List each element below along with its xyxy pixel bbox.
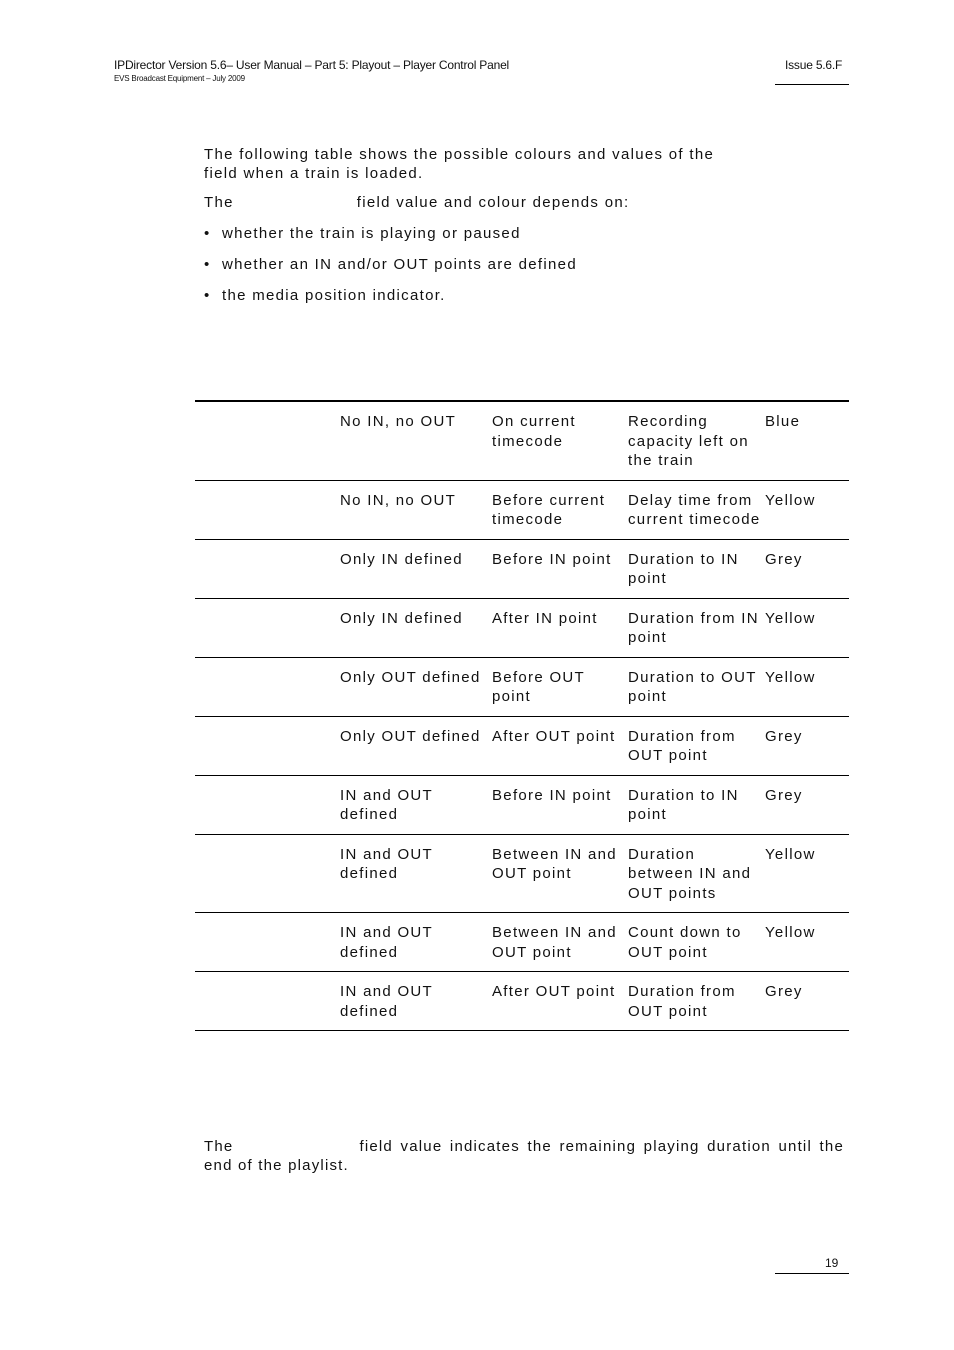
table-cell-field: [195, 539, 340, 598]
table-cell-colour: Yellow: [765, 845, 816, 863]
table-cell-position: On current timecode: [492, 413, 576, 450]
table-cell-position: Before IN point: [492, 786, 612, 804]
list-item: [204, 224, 577, 255]
table-cell-position: After OUT point: [492, 983, 616, 1000]
table-cell-position: After IN point: [492, 609, 598, 627]
table-row: [195, 401, 849, 480]
table-cell-points: IN and OUT defined: [340, 845, 433, 882]
table-cell-value: Duration to IN point: [628, 550, 739, 587]
table-row: [195, 598, 849, 657]
header-rule: [775, 84, 849, 85]
bullet-icon: •: [204, 287, 211, 304]
table-cell-field: [195, 972, 340, 1031]
table-cell-field: [195, 480, 340, 539]
table-cell-value: Duration to IN point: [628, 786, 739, 823]
header-issue: Issue 5.6.F: [785, 58, 843, 72]
table-cell-position: Before IN point: [492, 550, 612, 568]
table-cell-field: [195, 657, 340, 716]
table-cell-position: Before OUT point: [492, 668, 585, 705]
table-cell-field: [195, 913, 340, 972]
table-row: [195, 775, 849, 834]
table-row: [195, 480, 849, 539]
table-cell-points: IN and OUT defined: [340, 924, 433, 961]
table-cell-value: Recording capacity left on the train: [628, 413, 749, 469]
table-cell-points: IN and OUT defined: [340, 983, 433, 1020]
intro-dependency-sentence: [204, 193, 629, 212]
table-cell-points: Only IN defined: [340, 609, 463, 627]
table-cell-colour: Grey: [765, 983, 803, 1000]
table-cell-value: Duration to OUT point: [628, 668, 757, 705]
dependency-list: [204, 224, 577, 317]
footer-rule: [775, 1273, 849, 1274]
outro-paragraph: [204, 1137, 844, 1175]
table-cell-colour: Grey: [765, 786, 803, 804]
table-row: [195, 913, 849, 972]
table-cell-points: Only OUT defined: [340, 668, 481, 686]
table-cell-colour: Yellow: [765, 609, 816, 627]
table-cell-colour: Grey: [765, 550, 803, 568]
table-cell-colour: Yellow: [765, 668, 816, 686]
table-cell-field: [195, 834, 340, 913]
table-cell-points: Only IN defined: [340, 550, 463, 568]
table-cell-points: IN and OUT defined: [340, 786, 433, 823]
table-cell-value: Duration from IN point: [628, 609, 759, 646]
table-cell-value: Count down to OUT point: [628, 924, 742, 961]
table-cell-value: Delay time from current timecode: [628, 491, 761, 528]
outro-sentence-start: The: [204, 1138, 234, 1155]
table-cell-colour: Yellow: [765, 491, 816, 509]
table-cell-points: Only OUT defined: [340, 727, 481, 745]
table-cell-value: Duration from OUT point: [628, 727, 736, 764]
table-cell-position: After OUT point: [492, 727, 616, 745]
header-title: IPDirector Version 5.6– User Manual – Part 5: Playout – Player Control Panel: [114, 58, 510, 72]
table-cell-colour: Blue: [765, 413, 801, 430]
table-cell-points: No IN, no OUT: [340, 413, 457, 430]
table-cell-points: No IN, no OUT: [340, 491, 457, 509]
table-row: [195, 539, 849, 598]
table-row: [195, 834, 849, 913]
intro-sentence-end: field value and colour depends on:: [356, 194, 630, 211]
table-cell-position: Between IN and OUT point: [492, 845, 617, 882]
header-subtitle: EVS Broadcast Equipment – July 2009: [114, 74, 245, 83]
list-item: [204, 286, 577, 317]
table-cell-field: [195, 401, 340, 480]
table-cell-field: [195, 598, 340, 657]
list-item-text: whether the train is playing or paused: [222, 225, 521, 242]
outro-sentence-end: field value indicates the remaining playing duration until the end of the playlist.: [204, 1138, 844, 1174]
list-item-text: whether an IN and/or OUT points are defined: [222, 256, 577, 273]
bullet-icon: •: [204, 256, 211, 273]
list-item-text: the media position indicator.: [222, 287, 446, 304]
table-row: [195, 716, 849, 775]
intro-paragraph: The following table shows the possible colours and values of the field when a train is loaded.: [204, 146, 715, 182]
table-cell-field: [195, 716, 340, 775]
table-cell-position: Before current timecode: [492, 491, 606, 528]
table-row: [195, 657, 849, 716]
table-cell-colour: Grey: [765, 727, 803, 745]
table-cell-value: Duration from OUT point: [628, 983, 736, 1020]
table-cell-field: [195, 775, 340, 834]
intro-sentence-start: The: [204, 194, 234, 211]
page-number: 19: [825, 1256, 839, 1270]
table-row: [195, 972, 849, 1031]
table-cell-colour: Yellow: [765, 924, 816, 941]
bullet-icon: •: [204, 225, 211, 242]
list-item: [204, 255, 577, 286]
table-cell-value: Duration between IN and OUT points: [628, 845, 752, 902]
colour-values-table: [195, 400, 849, 1031]
table-cell-position: Between IN and OUT point: [492, 924, 617, 961]
